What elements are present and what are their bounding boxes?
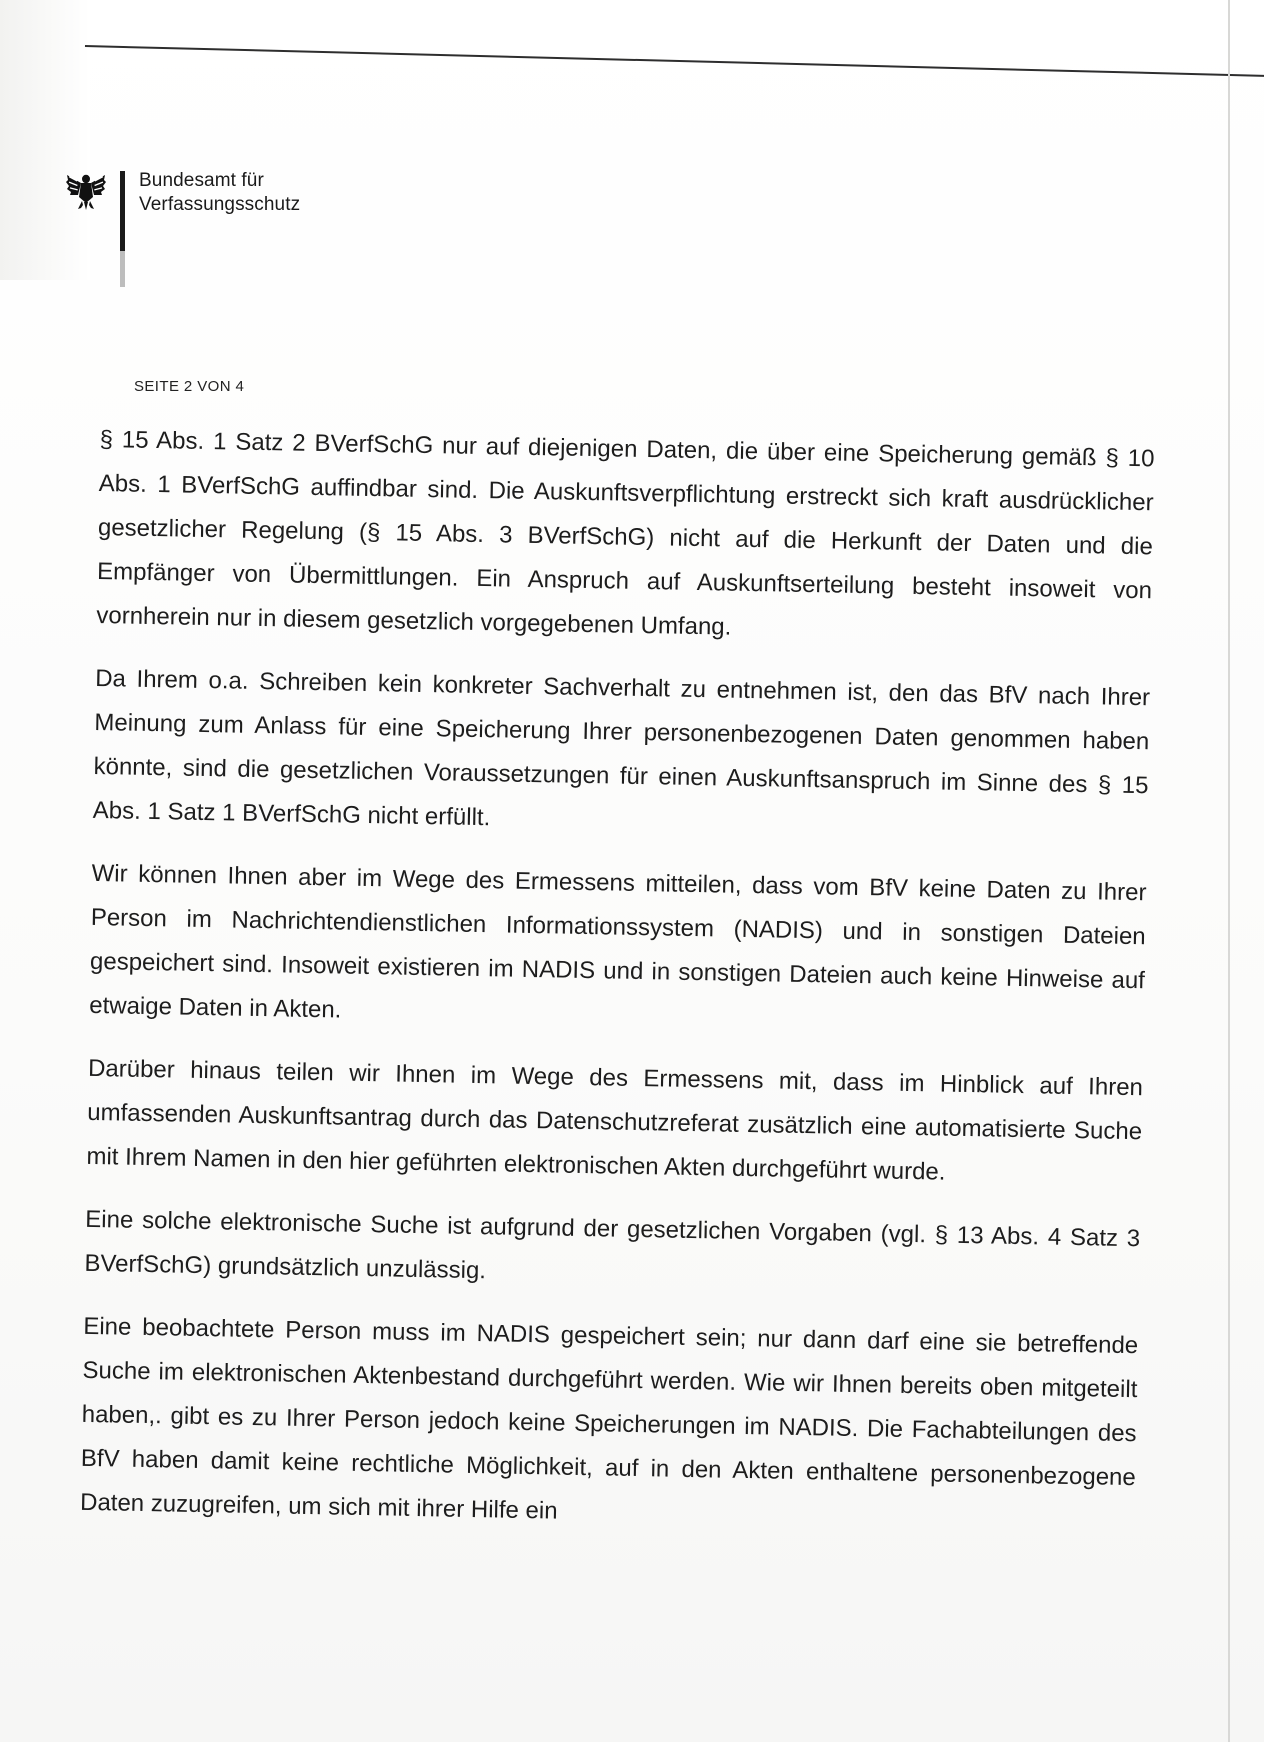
federal-eagle-icon	[64, 167, 108, 211]
paragraph-3: Wir können Ihnen aber im Wege des Ermessens mitteilen, dass vom BfV keine Daten zu Ihrer Person im Nachrichtendienstlichen Informationssystem (NADIS) und in sonstigen Dateien gespeichert sind. Insoweit existieren im NADIS und in sonstigen Dateien auch keine Hinweise auf etwaige Daten in Akten.	[88, 859, 1147, 1024]
letter-body	[79, 418, 1154, 1563]
paragraph-2: Da Ihrem o.a. Schreiben kein konkreter Sachverhalt zu entnehmen ist, den das BfV nach Ihrer Meinung zum Anlass für eine Speicherung Ihrer personenbezogenen Daten genommen haben könnte, sind die gesetzlichen Voraussetzungen für einen Auskunftsanspruch im Sinne des § 15 Abs. 1 Satz 1 BVerfSchG nicht erfüllt.	[92, 664, 1151, 832]
paper-top-edge	[85, 45, 1264, 77]
org-name-line-1: Bundesamt für	[139, 170, 264, 191]
paragraph-1: § 15 Abs. 1 Satz 2 BVerfSchG nur auf diejenigen Daten, die über eine Speicherung gemäß § 10 Abs. 1 BVerfSchG auffindbar sind. Die Auskunftsverpflichtung erstreckt sich kraft ausdrücklicher gesetzlicher Regelung (§ 15 Abs. 3 BVerfSchG) nicht auf die Herkunft der Daten und die Empfänger von Übermittlungen. Ein Anspruch auf Auskunftserteilung besteht insoweit von vornherein nur in diesem gesetzlich vorgegebenen Umfang.	[96, 425, 1155, 641]
page-number: SEITE 2 VON 4	[134, 378, 245, 395]
letterhead-bar-faded	[120, 251, 125, 287]
paragraph-6: Eine beobachtete Person muss im NADIS gespeichert sein; nur dann darf eine sie betreffende Suche im elektronischen Aktenbestand durchgeführt werden. Wie wir Ihnen bereits oben mitgeteilt haben,. gibt es zu Ihrer Person jedoch keine Speicherungen im NADIS. Die Fachabteilungen des BfV haben damit keine rechtliche Möglichkeit, auf in den Akten enthaltene personenbezogene Daten zuzugreifen, um sich mit ihrer Hilfe ein	[79, 1312, 1139, 1525]
paragraph-5: Eine solche elektronische Suche ist aufgrund der gesetzlichen Vorgaben (vgl. § 13 Abs. 4 Satz 3 BVerfSchG) grundsätzlich unzulässig.	[84, 1205, 1141, 1285]
paragraph-4: Darüber hinaus teilen wir Ihnen im Wege des Ermessens mit, dass im Hinblick auf Ihren umfassenden Auskunftsantrag durch das Datenschutzreferat zusätzlich eine automatisierte Suche mit Ihrem Namen in den hier geführten elektronischen Akten durchgeführt wurde.	[86, 1054, 1144, 1186]
letterhead-bar	[120, 171, 125, 251]
org-name-line-2: Verfassungsschutz	[139, 194, 301, 215]
letterhead	[64, 165, 364, 290]
organization-name	[139, 169, 300, 217]
paper-fold-line	[1228, 0, 1230, 1742]
